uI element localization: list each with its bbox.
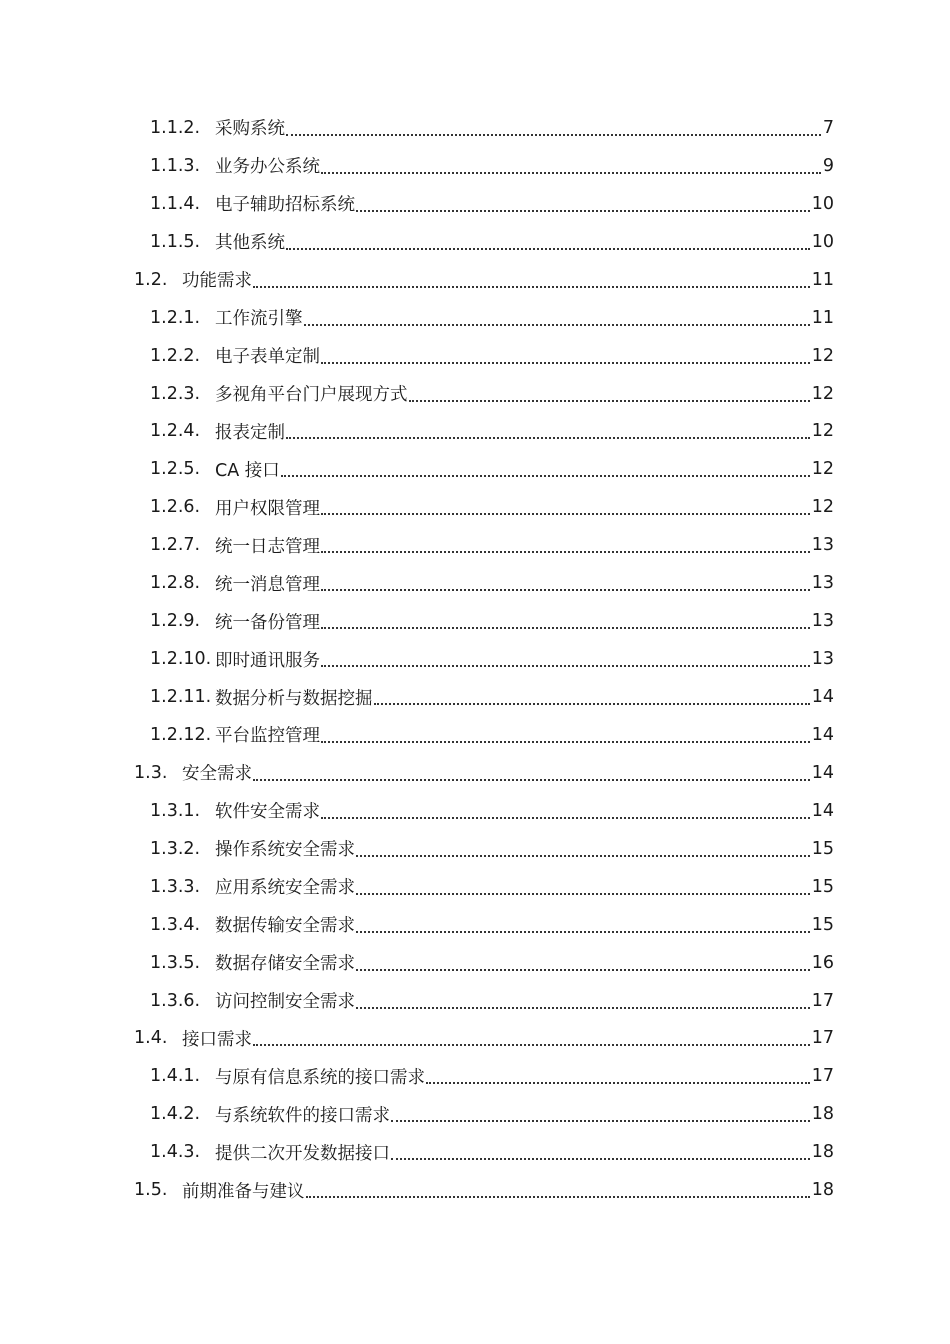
dot-leader <box>321 531 810 553</box>
toc-entry-page-number: 18 <box>811 1142 834 1163</box>
toc-entry[interactable] <box>0 109 950 147</box>
toc-entry[interactable] <box>0 792 950 830</box>
dot-leader <box>356 190 810 212</box>
toc-entry-title: 统一日志管理 <box>215 536 320 557</box>
toc-entry-title: 电子表单定制 <box>215 347 320 368</box>
dot-leader <box>356 873 810 895</box>
toc-entry-title: 与原有信息系统的接口需求 <box>215 1067 425 1088</box>
toc-entry-number: 1.2.1. <box>150 307 201 328</box>
toc-entry[interactable] <box>0 906 950 944</box>
toc-entry[interactable] <box>0 1020 950 1058</box>
toc-entry-page-number: 10 <box>811 231 834 252</box>
toc-entry-number: 1.3.5. <box>150 952 201 973</box>
toc-entry-title: 统一备份管理 <box>215 612 320 633</box>
toc-entry-title: 数据传输安全需求 <box>215 916 355 937</box>
dot-leader <box>321 493 810 515</box>
toc-entry[interactable] <box>0 868 950 906</box>
toc-entry-page-number: 13 <box>811 573 834 594</box>
toc-entry-page-number: 16 <box>811 952 834 973</box>
toc-entry-number: 1.1.5. <box>150 231 201 252</box>
dot-leader <box>306 1176 810 1198</box>
toc-entry-page-number: 17 <box>811 1066 834 1087</box>
toc-entry-page-number: 17 <box>811 1028 834 1049</box>
toc-entry[interactable] <box>0 716 950 754</box>
dot-leader <box>321 569 810 591</box>
toc-entry[interactable] <box>0 1171 950 1209</box>
toc-entry-page-number: 12 <box>811 345 834 366</box>
toc-entry[interactable] <box>0 375 950 413</box>
toc-entry-number: 1.2.8. <box>150 573 201 594</box>
toc-entry-page-number: 15 <box>811 914 834 935</box>
toc-entry-page-number: 15 <box>811 876 834 897</box>
toc-entry-page-number: 12 <box>811 421 834 442</box>
toc-entry-number: 1.2.5. <box>150 459 201 480</box>
toc-entry[interactable] <box>0 754 950 792</box>
toc-entry[interactable] <box>0 185 950 223</box>
toc-entry-title: 报表定制 <box>215 422 285 443</box>
dot-leader <box>356 835 810 857</box>
dot-leader <box>391 1100 810 1122</box>
dot-leader <box>356 911 810 933</box>
dot-leader <box>286 228 810 250</box>
toc-entry-number: 1.4.3. <box>150 1142 201 1163</box>
dot-leader <box>321 645 810 667</box>
toc-entry-number: 1.2.10. <box>150 649 212 670</box>
toc-entry[interactable] <box>0 640 950 678</box>
toc-entry-title: 其他系统 <box>215 233 285 254</box>
toc-entry-number: 1.3.4. <box>150 914 201 935</box>
toc-entry-page-number: 9 <box>822 155 834 176</box>
toc-entry-page-number: 13 <box>811 535 834 556</box>
toc-entry-page-number: 12 <box>811 497 834 518</box>
toc-entry-title: 电子辅助招标系统 <box>215 195 355 216</box>
toc-entry[interactable] <box>0 299 950 337</box>
dot-leader <box>321 342 810 364</box>
toc-entry-title: 数据分析与数据挖掘 <box>215 688 373 709</box>
toc-entry-number: 1.5. <box>134 1180 168 1201</box>
dot-leader <box>409 380 810 402</box>
toc-entry-title: 应用系统安全需求 <box>215 878 355 899</box>
toc-entry[interactable] <box>0 602 950 640</box>
toc-entry-page-number: 11 <box>811 269 834 290</box>
dot-leader <box>374 683 810 705</box>
toc-entry-title: 安全需求 <box>182 764 252 785</box>
dot-leader <box>253 266 810 288</box>
toc-entry-number: 1.4.2. <box>150 1104 201 1125</box>
toc-entry-page-number: 14 <box>811 800 834 821</box>
toc-entry[interactable] <box>0 223 950 261</box>
toc-entry-number: 1.4. <box>134 1028 168 1049</box>
toc-entry-page-number: 15 <box>811 838 834 859</box>
dot-leader <box>253 759 810 781</box>
toc-entry[interactable] <box>0 337 950 375</box>
toc-entry[interactable] <box>0 982 950 1020</box>
dot-leader <box>304 304 810 326</box>
table-of-contents <box>0 109 950 1209</box>
toc-entry[interactable] <box>0 1133 950 1171</box>
dot-leader <box>286 114 821 136</box>
toc-entry-title: CA 接口 <box>215 460 280 481</box>
toc-entry-title: 提供二次开发数据接口 <box>215 1143 390 1164</box>
toc-entry-title: 软件安全需求 <box>215 802 320 823</box>
toc-entry-page-number: 18 <box>811 1104 834 1125</box>
toc-entry-page-number: 7 <box>822 117 834 138</box>
toc-entry-number: 1.2.3. <box>150 383 201 404</box>
dot-leader <box>286 417 810 439</box>
dot-leader <box>253 1024 810 1046</box>
toc-entry-title: 多视角平台门户展现方式 <box>215 385 408 406</box>
toc-entry-number: 1.2.12. <box>150 724 212 745</box>
toc-entry-number: 1.3.6. <box>150 990 201 1011</box>
dot-leader <box>356 949 810 971</box>
toc-entry-page-number: 14 <box>811 687 834 708</box>
toc-entry[interactable] <box>0 413 950 451</box>
toc-entry-title: 前期准备与建议 <box>182 1181 305 1202</box>
toc-entry-number: 1.2.7. <box>150 535 201 556</box>
toc-entry-number: 1.4.1. <box>150 1066 201 1087</box>
toc-entry-number: 1.2.2. <box>150 345 201 366</box>
toc-entry-number: 1.2.11. <box>150 687 212 708</box>
toc-entry[interactable] <box>0 1095 950 1133</box>
toc-entry[interactable] <box>0 488 950 526</box>
toc-entry-number: 1.2.6. <box>150 497 201 518</box>
toc-entry-title: 功能需求 <box>182 271 252 292</box>
dot-leader <box>356 987 810 1009</box>
dot-leader <box>391 1138 810 1160</box>
dot-leader <box>321 152 821 174</box>
toc-entry[interactable] <box>0 147 950 185</box>
toc-entry-number: 1.2.9. <box>150 611 201 632</box>
toc-entry-title: 用户权限管理 <box>215 498 320 519</box>
toc-entry-title: 业务办公系统 <box>215 157 320 178</box>
toc-entry[interactable] <box>0 830 950 868</box>
toc-entry-number: 1.2. <box>134 269 168 290</box>
toc-entry[interactable] <box>0 450 950 488</box>
toc-entry-title: 即时通讯服务 <box>215 650 320 671</box>
dot-leader <box>281 455 810 477</box>
toc-entry-number: 1.3.1. <box>150 800 201 821</box>
toc-entry-page-number: 17 <box>811 990 834 1011</box>
toc-entry[interactable] <box>0 261 950 299</box>
toc-entry-title: 平台监控管理 <box>215 726 320 747</box>
toc-entry-number: 1.1.4. <box>150 193 201 214</box>
toc-entry-page-number: 12 <box>811 459 834 480</box>
toc-entry[interactable] <box>0 1057 950 1095</box>
toc-entry-number: 1.3. <box>134 762 168 783</box>
toc-entry-title: 数据存储安全需求 <box>215 954 355 975</box>
toc-entry-number: 1.3.2. <box>150 838 201 859</box>
toc-entry-page-number: 14 <box>811 724 834 745</box>
toc-entry-page-number: 13 <box>811 649 834 670</box>
toc-entry[interactable] <box>0 678 950 716</box>
toc-entry-title: 接口需求 <box>182 1029 252 1050</box>
dot-leader <box>321 721 810 743</box>
toc-entry-page-number: 12 <box>811 383 834 404</box>
toc-entry[interactable] <box>0 944 950 982</box>
dot-leader <box>321 607 810 629</box>
toc-entry-page-number: 10 <box>811 193 834 214</box>
toc-entry[interactable] <box>0 526 950 564</box>
dot-leader <box>321 797 810 819</box>
dot-leader <box>426 1062 810 1084</box>
toc-entry-page-number: 11 <box>811 307 834 328</box>
toc-entry-page-number: 14 <box>811 762 834 783</box>
toc-entry-title: 工作流引擎 <box>215 309 303 330</box>
toc-entry[interactable] <box>0 564 950 602</box>
toc-entry-number: 1.1.3. <box>150 155 201 176</box>
toc-entry-number: 1.2.4. <box>150 421 201 442</box>
toc-entry-title: 访问控制安全需求 <box>215 992 355 1013</box>
toc-entry-title: 与系统软件的接口需求 <box>215 1105 390 1126</box>
toc-entry-title: 统一消息管理 <box>215 574 320 595</box>
toc-entry-page-number: 13 <box>811 611 834 632</box>
toc-entry-number: 1.1.2. <box>150 117 201 138</box>
toc-entry-number: 1.3.3. <box>150 876 201 897</box>
toc-entry-page-number: 18 <box>811 1180 834 1201</box>
toc-entry-title: 采购系统 <box>215 119 285 140</box>
toc-entry-title: 操作系统安全需求 <box>215 840 355 861</box>
